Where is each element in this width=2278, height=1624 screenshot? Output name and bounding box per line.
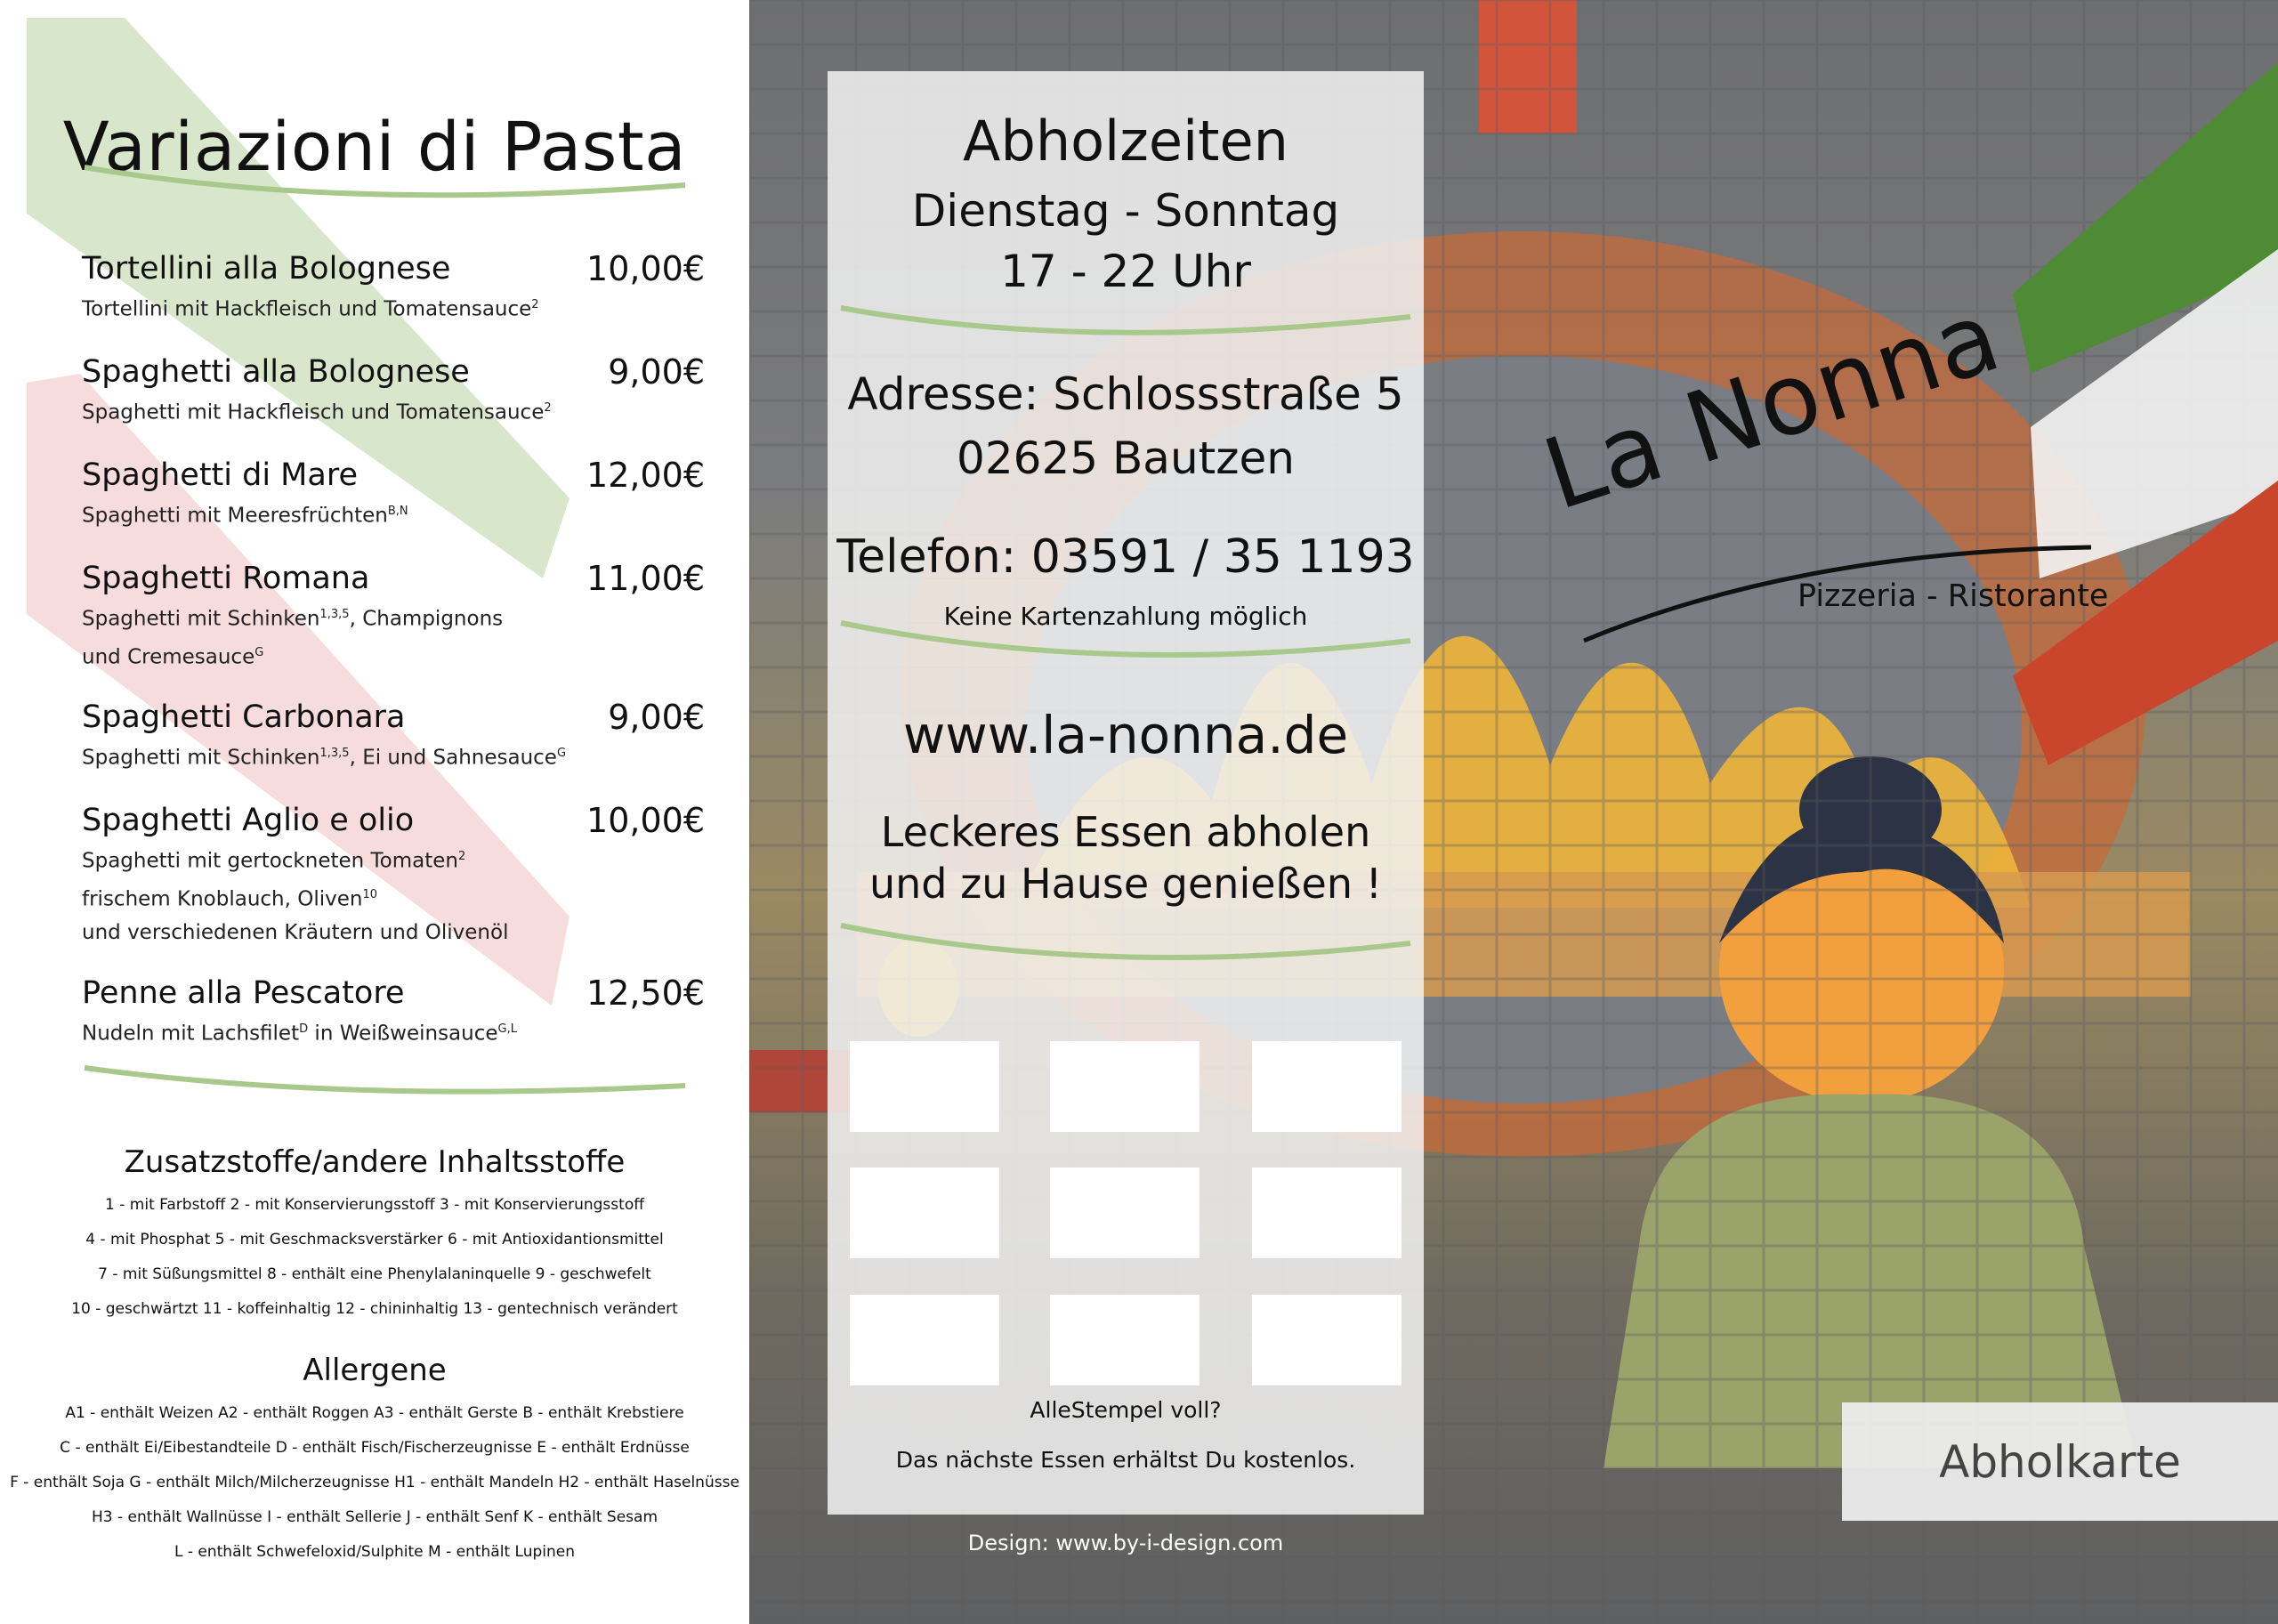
- menu-item: [82, 559, 714, 674]
- menu-item: [82, 801, 714, 949]
- hours-title: Abholzeiten: [963, 109, 1288, 174]
- stamp-box: [1050, 1295, 1200, 1386]
- item-name: Spaghetti Aglio e olio: [82, 803, 415, 838]
- additives-line: 7 - mit Süßungsmittel 8 - enthält eine Phenylalaninquelle 9 - geschwefelt: [98, 1265, 651, 1283]
- item-price: 10,00€: [586, 801, 705, 840]
- menu-item: [82, 456, 714, 533]
- menu-item: [82, 698, 714, 775]
- allergens-line: C - enthält Ei/Eibestandteile D - enthält Fisch/Fischerzeugnisse E - enthält Erdnüsse: [60, 1439, 690, 1457]
- swoosh-2: [836, 614, 1415, 667]
- additives-title: Zusatzstoffe/andere Inhaltsstoffe: [124, 1144, 626, 1180]
- design-credit: Design: www.by-i-design.com: [967, 1531, 1284, 1555]
- logo-subtitle: Pizzeria - Ristorante: [1797, 578, 2109, 614]
- hours-time: 17 - 22 Uhr: [1000, 246, 1251, 297]
- item-desc: Nudeln mit Lachsfilet$^D$ in Weißweinsauce$^{G,L}$: [82, 1022, 517, 1046]
- item-name: Spaghetti alla Bolognese: [82, 354, 470, 390]
- item-name: Spaghetti di Mare: [82, 457, 358, 493]
- no-card-payment: Keine Kartenzahlung möglich: [943, 602, 1308, 631]
- item-price: 10,00€: [586, 249, 705, 288]
- pickup-card: [828, 71, 1424, 1515]
- menu-title: Variazioni di Pasta: [62, 107, 687, 186]
- abholkarte-label: Abholkarte: [1842, 1402, 2278, 1521]
- item-price: 9,00€: [608, 352, 705, 392]
- stamp-box: [850, 1295, 999, 1386]
- logo-title: La Nonna: [1531, 279, 2014, 532]
- additives-line: 1 - mit Farbstoff 2 - mit Konservierungsstoff 3 - mit Konservierungsstoff: [105, 1196, 644, 1214]
- website: www.la-nonna.de: [902, 705, 1349, 765]
- item-desc: Spaghetti mit Hackfleisch und Tomatensauce$^2$: [82, 400, 552, 424]
- stamp-box: [1050, 1168, 1200, 1258]
- allergens-line: F - enthält Soja G - enthält Milch/Milcherzeugnisse H1 - enthält Mandeln H2 - enthält Haselnüsse: [10, 1474, 739, 1491]
- item-name: Spaghetti Romana: [82, 561, 370, 596]
- item-name: Spaghetti Carbonara: [82, 699, 406, 735]
- phone: Telefon: 03591 / 35 1193: [836, 530, 1415, 584]
- slogan-line-1: Leckeres Essen abholen: [880, 808, 1371, 856]
- item-name: Penne alla Pescatore: [82, 975, 405, 1011]
- stamp-box: [1252, 1168, 1402, 1258]
- item-desc: Spaghetti mit Schinken$^{1,3,5}$, Ei und Sahnesauce$^G$: [82, 746, 567, 770]
- item-name: Tortellini alla Bolognese: [82, 251, 451, 287]
- item-desc: Spaghetti mit gertockneten Tomaten$^2$ frischem Knoblauch, Oliven$^{10}$ und verschiedenen Kräutern und Olivenöl: [82, 849, 509, 945]
- stamp-box: [1252, 1041, 1402, 1132]
- menu-item: [82, 974, 714, 1051]
- allergens-line: L - enthält Schwefeloxid/Sulphite M - enthält Lupinen: [174, 1543, 575, 1561]
- additives-line: 10 - geschwärtzt 11 - koffeinhaltig 12 - chininhaltig 13 - gentechnisch verändert: [71, 1300, 678, 1318]
- item-desc: Spaghetti mit Schinken$^{1,3,5}$, Champignons und Cremesauce$^G$: [82, 607, 504, 669]
- slogan-line-2: und zu Hause genießen !: [868, 860, 1383, 908]
- additives-line: 4 - mit Phosphat 5 - mit Geschmacksverstärker 6 - mit Antioxidantionsmittel: [85, 1231, 664, 1248]
- stamp-box: [1252, 1295, 1402, 1386]
- address-street: Adresse: Schlossstraße 5: [847, 368, 1404, 420]
- stamps-reward: Das nächste Essen erhältst Du kostenlos.: [895, 1447, 1356, 1473]
- item-price: 9,00€: [608, 698, 705, 737]
- item-desc: Tortellini mit Hackfleisch und Tomatensauce$^2$: [82, 297, 539, 321]
- allergens-line: H3 - enthält Wallnüsse I - enthält Sellerie J - enthält Senf K - enthält Sesam: [91, 1508, 658, 1526]
- stamp-box: [850, 1168, 999, 1258]
- address-city: 02625 Bautzen: [957, 432, 1295, 484]
- menu-panel: [0, 0, 749, 1624]
- menu-item: [82, 352, 714, 430]
- allergens-title: Allergene: [303, 1353, 447, 1388]
- title-swoosh: [80, 158, 694, 212]
- item-price: 12,00€: [586, 456, 705, 495]
- item-desc: Spaghetti mit Meeresfrüchten$^{B,N}$: [82, 504, 408, 528]
- swoosh-1: [836, 299, 1415, 343]
- item-price: 11,00€: [586, 559, 705, 598]
- stamps-question: AlleStempel voll?: [1030, 1397, 1222, 1423]
- allergens-line: A1 - enthält Weizen A2 - enthält Roggen A3 - enthält Gerste B - enthält Krebstiere: [65, 1404, 684, 1422]
- swoosh-3: [836, 917, 1415, 970]
- hours-days: Dienstag - Sonntag: [911, 185, 1340, 237]
- stamp-box: [1050, 1041, 1200, 1132]
- item-price: 12,50€: [586, 974, 705, 1013]
- stamp-box: [850, 1041, 999, 1132]
- menu-item: [82, 249, 714, 327]
- items-swoosh: [80, 1059, 694, 1103]
